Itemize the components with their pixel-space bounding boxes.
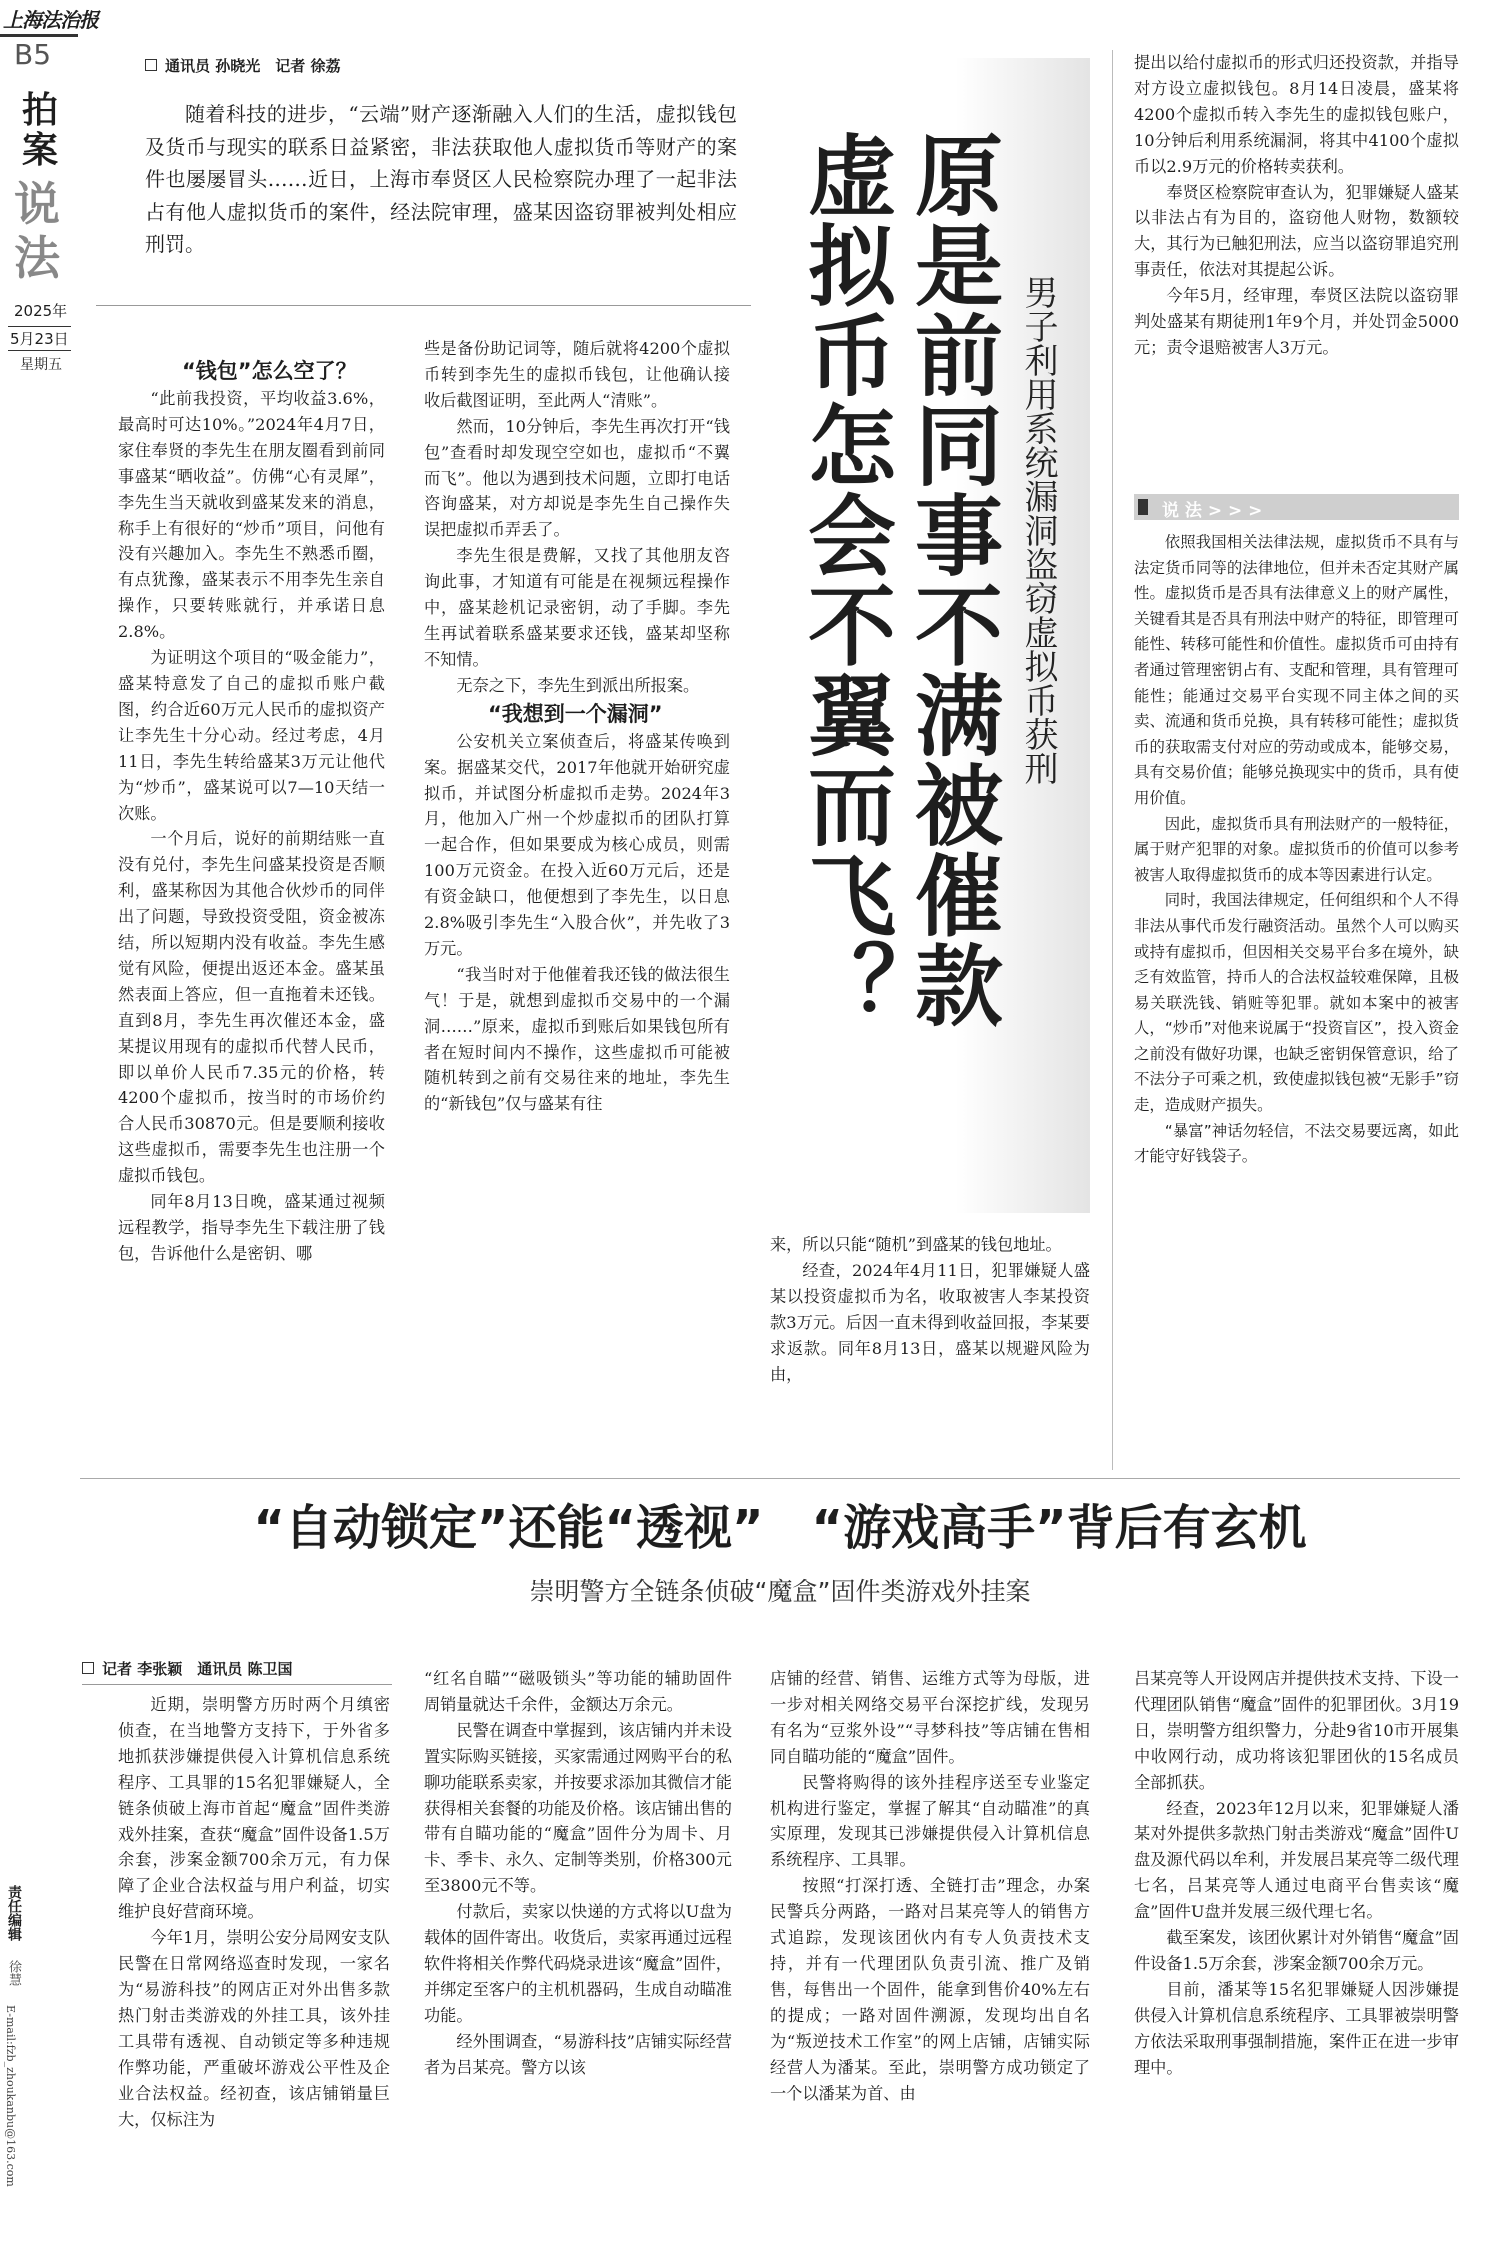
story2-paragraph: 经外围调查，“易游科技”店铺实际经营者为吕某亮。警方以该 <box>424 2031 732 2077</box>
story1-title-line2: 虚拟币怎会不翼而飞？ <box>794 130 898 1030</box>
story2-column-2 <box>424 1666 732 2232</box>
story2-paragraph: 今年1月，崇明公安分局网安支队民警在日常网络巡查时发现，一家名为“易游科技”的网店正对外出售多款热门射击类游戏的外挂工具，该外挂工具带有透视、自动锁定等多种违规作弊功能，严重破坏游戏公平性及企业合法权益。经初查，该店铺销量巨大，仅标注为 <box>118 1928 390 2129</box>
section-char-1: 拍 <box>22 90 59 131</box>
story1-subheading-1: “钱包”怎么空了？ <box>182 359 357 383</box>
story2-paragraph: 付款后，卖家以快递的方式将以U盘为载体的固件寄出。收货后，卖家再通过远程软件将相关作弊代码烧录进该“魔盒”固件，并绑定至客户的主机机器码，生成自动瞄准功能。 <box>424 1902 732 2025</box>
legal-paragraph: 依照我国相关法律法规，虚拟货币不具有与法定货币同等的法律地位，但并未否定其财产属性。虚拟货币是否具有法律意义上的财产属性，关键看其是否具有刑法中财产的特征，即管理可能性、转移可能性和价值性。虚拟货币可由持有者通过管理密钥占有、支配和管理，具有管理可能性；能通过交易平台实现不同主体之间的买卖、流通和货币兑换，具有转移可能性；虚拟货币的获取需支付对应的劳动或成本，能够交易，具有交易价值；能够兑换现实中的货币，具有使用价值。 <box>1134 533 1459 807</box>
byline-box-icon <box>82 1662 94 1674</box>
story1-paragraph: “我当时对于他催着我还钱的做法很生气！于是，就想到虚拟币交易中的一个漏洞……”原来，虚拟币到账后如果钱包所有者在短时间内不操作，这些虚拟币可能被随机转到之前有交易往来的地址，李先生的“新钱包”仅与盛某有往 <box>424 964 730 1114</box>
legal-paragraph: “暴富”神话勿轻信，不法交易要远离，如此才能守好钱袋子。 <box>1134 1121 1459 1166</box>
story2-paragraph: 目前，潘某等15名犯罪嫌疑人因涉嫌提供侵入计算机信息系统程序、工具罪被崇明警方依法采取刑事强制措施，案件正在进一步审理中。 <box>1134 1979 1459 2077</box>
story2-paragraph: “红名自瞄”“磁吸锁头”等功能的辅助固件周销量就达千余件，金额达万余元。 <box>424 1669 732 1714</box>
editor-label: 责任编辑 <box>6 1885 22 1941</box>
masthead-rule <box>0 34 78 37</box>
legal-paragraph: 同时，我国法律规定，任何组织和个人不得非法从事代币发行融资活动。虽然个人可以购买或持有虚拟币，但因相关交易平台多在境外，缺乏有效监管，持币人的合法权益较难保障，且极易关联洗钱、销赃等犯罪。就如本案中的被害人，“炒币”对他来说属于“投资盲区”，投入资金之前没有做好功课，也缺乏密钥保管意识，给了不法分子可乘之机，致使虚拟钱包被“无影手”窃走，造成财产损失。 <box>1134 891 1459 1115</box>
story2-paragraph: 民警将购得的该外挂程序送至专业鉴定机构进行鉴定，掌握了解其“自动瞄准”的真实原理，发现其已涉嫌提供侵入计算机信息系统程序、工具罪。 <box>770 1772 1090 1870</box>
story2-byline-text: 记者 李张颖 通讯员 陈卫国 <box>102 1660 293 1678</box>
story1-title-line1: 原是前同事不满被催款 <box>901 130 1005 1030</box>
legal-paragraph: 因此，虚拟货币具有刑法财产的一般特征，属于财产犯罪的对象。虚拟货币的价值可以参考被害人取得虚拟货币的成本等因素进行认定。 <box>1134 814 1459 884</box>
legal-commentary-label <box>1134 494 1459 520</box>
byline-box-icon <box>145 59 157 71</box>
story2-column-4 <box>1134 1666 1459 2232</box>
story2-paragraph: 按照“打深打透、全链打击”理念，办案民警兵分两路，一路对吕某亮等人的销售方式追踪，发现该团伙内有专人负责技术支持，并有一代理团队负责引流、推广及销售，每售出一个固件，能拿到售价40%左右的提成；一路对固件溯源，发现均出自名为“叛逆技术工作室”的网上店铺，店铺实际经营人为潘某。至此，崇明警方成功锁定了一个以潘某为首、由 <box>770 1876 1090 2103</box>
editor-name: 徐慧 <box>6 1960 21 1986</box>
story1-column-4 <box>1134 50 1459 480</box>
story1-paragraph: “此前我投资，平均收益3.6%，最高时可达10%。”2024年4月7日，家住奉贤的李先生在朋友圈看到前同事盛某“晒收益”。仿佛“心有灵犀”，李先生当天就收到盛某发来的消息，称手上有很好的“炒币”项目，问他有没有兴趣加入。李先生不熟悉币圈，有点犹豫，盛某表示不用李先生亲自操作，只要转账就行，并承诺日息2.8%。 <box>118 389 385 642</box>
story2-paragraph: 近期，崇明警方历时两个月缜密侦查，在当地警方支持下，于外省多地抓获涉嫌提供侵入计算机信息系统程序、工具罪的15名犯罪嫌疑人，全链条侦破上海市首起“魔盒”固件类游戏外挂案，查获“魔盒”固件设备1.5万余套，涉案金额700余万元，有力保障了企业合法权益与用户利益，切实维护良好营商环境。 <box>118 1695 390 1922</box>
story1-paragraph: 奉贤区检察院审查认为，犯罪嫌疑人盛某以非法占有为目的，盗窃他人财物，数额较大，其行为已触犯刑法，应当以盗窃罪追究刑事责任，依法对其提起公诉。 <box>1134 182 1459 280</box>
story1-paragraph: 然而，10分钟后，李先生再次打开“钱包”查看时却发现空空如也，虚拟币“不翼而飞”。他以为遇到技术问题，立即打电话咨询盛某，对方却说是李先生自己操作失误把虚拟币弄丢了。 <box>424 416 730 540</box>
story2-column-3 <box>770 1666 1090 2232</box>
story-separator <box>80 1478 1460 1479</box>
story2-subtitle: 崇明警方全链条侦破“魔盒”固件类游戏外挂案 <box>529 1577 1031 1606</box>
story1-subtitle: 男子利用系统漏洞盗窃虚拟币获刑 <box>1018 275 1058 785</box>
story1-paragraph: 一个月后，说好的前期结账一直没有兑付，李先生问盛某投资是否顺利，盛某称因为其他合伙炒币的同伴出了问题，导致投资受阻，资金被冻结，所以短期内没有收益。李先生感觉有风险，便提出返还本金。盛某虽然表面上答应，但一直拖着未还钱。直到8月，李先生再次催还本金，盛某提议用现有的虚拟币代替人民币，即以单价人民币7.35元的价格，转4200个虚拟币，按当时的市场价约合人民币30870元。但是要顺利接收这些虚拟币，需要李先生也注册一个虚拟币钱包。 <box>118 829 385 1186</box>
story1-paragraph: 公安机关立案侦查后，将盛某传唤到案。据盛某交代，2017年他就开始研究虚拟币，并试图分析虚拟币走势。2024年3月，他加入广州一个炒虚拟币的团队打算一起合作，但如果要成为核心成员，则需100万元资金。在投入近60万元后，还是有资金缺口，他便想到了李先生，以日息2.8%吸引李先生“入股合伙”，并先收了3万元。 <box>424 731 730 958</box>
story1-paragraph: 为证明这个项目的“吸金能力”，盛某特意发了自己的虚拟币账户截图，约合近60万元人民币的虚拟资产让李先生十分心动。经过考虑，4月11日，李先生转给盛某3万元让他代为“炒币”，盛某说可以7—10天结一次账。 <box>118 648 385 823</box>
weekday: 星期五 <box>20 357 62 373</box>
story2-title: “自动锁定”还能“透视” “游戏高手”背后有玄机 <box>253 1500 1307 1556</box>
byline-underline <box>82 1684 392 1685</box>
story1-subheading-2: “我想到一个漏洞” <box>488 701 663 726</box>
story2-column-1 <box>118 1692 390 2232</box>
story1-byline-text: 通讯员 孙晓光 记者 徐荔 <box>165 57 341 75</box>
story2-paragraph: 截至案发，该团伙累计对外销售“魔盒”固件设备1.5万余套，涉案金额700余万元。 <box>1134 1928 1459 1973</box>
story2-paragraph: 民警在调查中掌握到，该店铺内并未设置实际购买链接，买家需通过网购平台的私聊功能联系卖家，并按要求添加其微信才能获得相关套餐的功能及价格。该店铺出售的带有自瞄功能的“魔盒”固件分为周卡、月卡、季卡、永久、定制等类别，价格300元至3800元不等。 <box>424 1720 732 1896</box>
story1-paragraph: 李先生很是费解，又找了其他朋友咨询此事，才知道有可能是在视频远程操作中，盛某趁机记录密钥，动了手脚。李先生再试着联系盛某要求还钱，盛某却坚称不知情。 <box>424 546 730 669</box>
section-char-4: 法 <box>14 231 60 285</box>
story1-lead: 随着科技的进步，“云端”财产逐渐融入人们的生活，虚拟钱包及货币与现实的联系日益紧密，非法获取他人虚拟货币等财产的案件也屡屡冒头……近日，上海市奉贤区人民检察院办理了一起非法占有他人虚拟货币的案件，经法院审理，盛某因盗窃罪被判处相应刑罚。 <box>145 102 737 256</box>
story1-byline <box>145 55 340 76</box>
date-year: 2025年 <box>14 302 68 320</box>
story1-column-2 <box>424 336 730 1468</box>
section-char-2: 案 <box>22 130 59 171</box>
story1-column-3 <box>770 1232 1090 1468</box>
story1-paragraph: 提出以给付虚拟币的形式归还投资款，并指导对方设立虚拟钱包。8月14日凌晨，盛某将4200个虚拟币转入李先生的虚拟钱包账户，10分钟后利用系统漏洞，将其中4100个虚拟币以2.9万元的价格转卖获利。 <box>1134 53 1459 176</box>
story1-paragraph: 今年5月，经审理，奉贤区法院以盗窃罪判处盛某有期徒刑1年9个月，并处罚金5000元；责令退赔被害人3万元。 <box>1134 286 1459 357</box>
story1-paragraph: 同年8月13日晚，盛某通过视频远程教学，指导李先生下载注册了钱包，告诉他什么是密钥、哪 <box>118 1192 385 1263</box>
story2-paragraph: 店铺的经营、销售、运维方式等为母版，进一步对相关网络交易平台深挖扩线，发现另有名为“豆浆外设”“寻梦科技”等店铺在售相同自瞄功能的“魔盒”固件。 <box>770 1669 1090 1766</box>
column-rule <box>1112 50 1113 1470</box>
story1-paragraph: 来，所以只能“随机”到盛某的钱包地址。 <box>770 1235 1062 1254</box>
date-month-day: 5月23日 <box>8 326 71 351</box>
page-number: B5 <box>14 38 52 71</box>
story1-paragraph: 无奈之下，李先生到派出所报案。 <box>456 675 700 695</box>
story2-paragraph: 经查，2023年12月以来，犯罪嫌疑人潘某对外提供多款热门射击类游戏“魔盒”固件U盘及源代码以牟利，并发展吕某亮等二级代理七名，吕某亮等人通过电商平台售卖该“魔盒”固件U盘并发展三级代理七名。 <box>1134 1798 1459 1922</box>
story2-paragraph: 吕某亮等人开设网店并提供技术支持、下设一代理团队销售“魔盒”固件的犯罪团伙。3月19日，崇明警方组织警力，分赴9省10市开展集中收网行动，成功将该犯罪团伙的15名成员全部抓获。 <box>1134 1669 1459 1792</box>
story1-column-1 <box>118 356 385 1468</box>
story2-byline <box>82 1658 292 1679</box>
legal-commentary <box>1134 530 1459 1470</box>
editor-email: E-mail:fzb_zhoukanbu@163.com <box>4 2005 17 2187</box>
section-char-3: 说 <box>14 177 60 231</box>
paper-logo: 上海法治报 <box>3 8 98 32</box>
lead-divider <box>96 305 751 306</box>
story1-paragraph: 些是备份助记词等，随后就将4200个虚拟币转到李先生的虚拟币钱包，让他确认接收后截图证明，至此两人“清账”。 <box>424 339 730 410</box>
legal-label-bar-icon <box>1138 499 1148 515</box>
story1-paragraph: 经查，2024年4月11日，犯罪嫌疑人盛某以投资虚拟币为名，收取被害人李某投资款3万元。后因一直未得到收益回报，李某要求返款。同年8月13日，盛某以规避风险为由， <box>770 1260 1090 1384</box>
legal-label-text: 说 法 > > > <box>1162 501 1263 521</box>
